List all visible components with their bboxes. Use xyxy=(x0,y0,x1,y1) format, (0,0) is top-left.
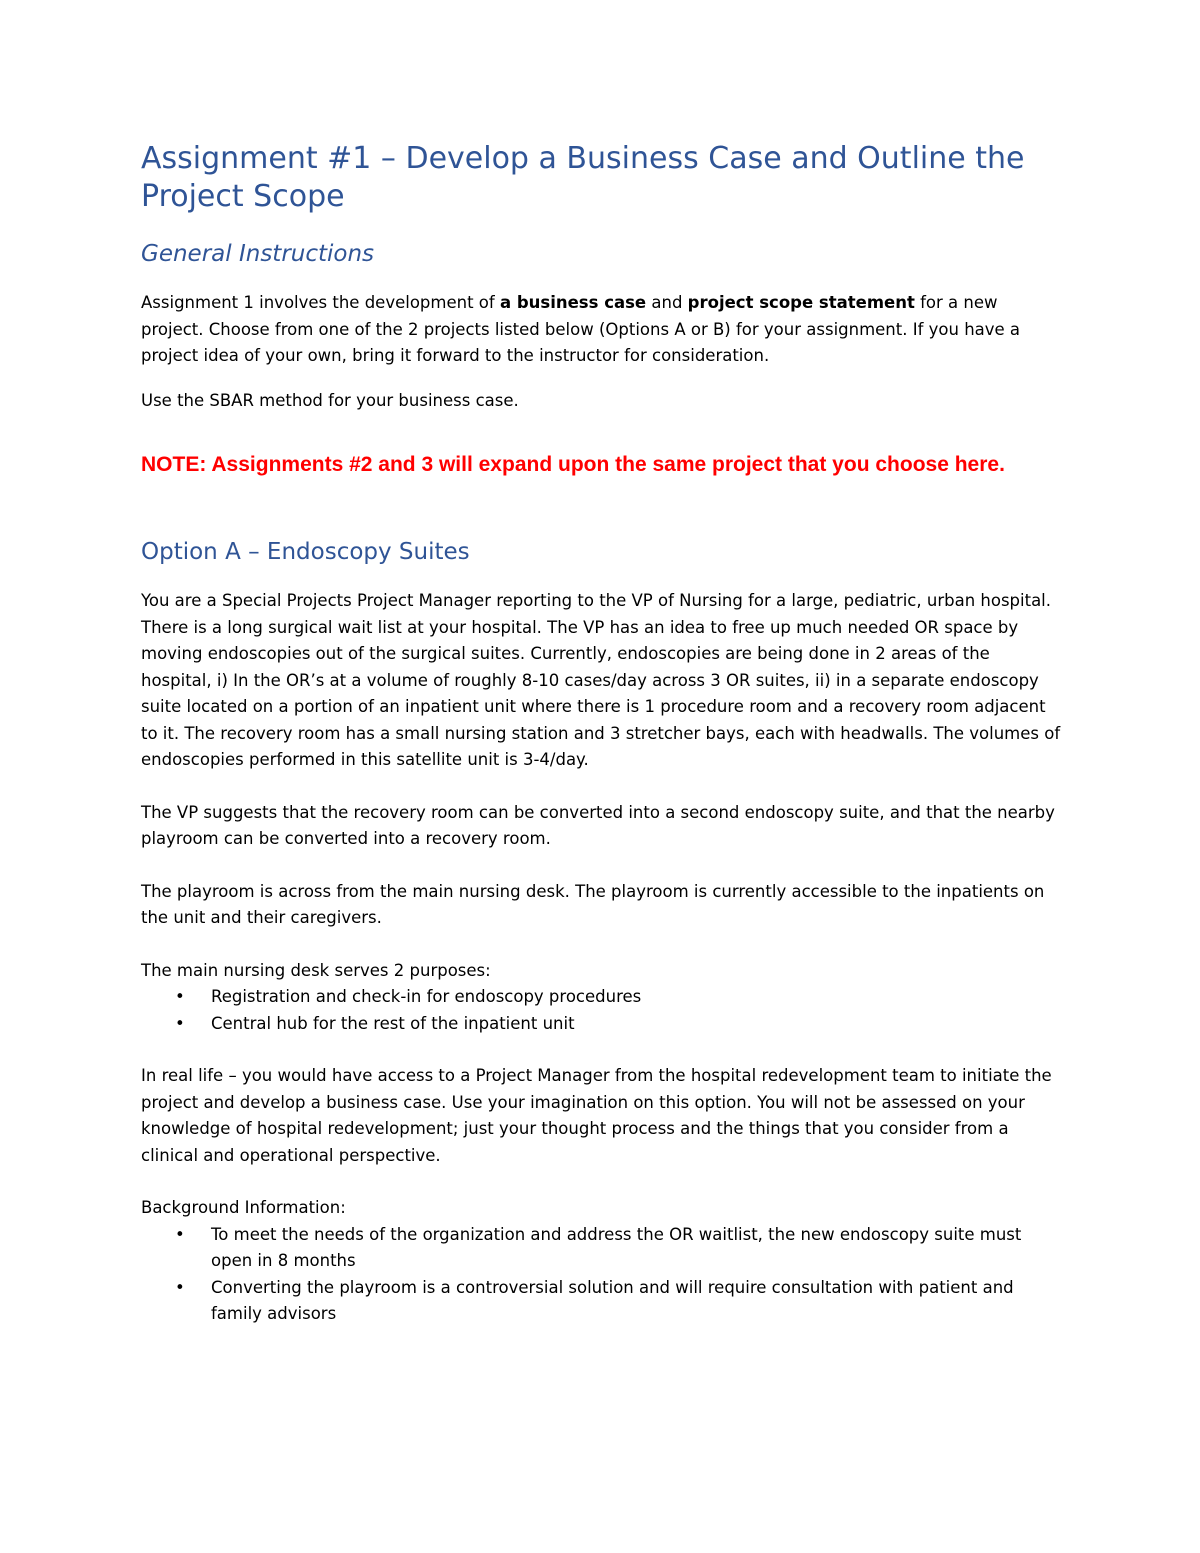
option-a-paragraph-1: You are a Special Projects Project Manager reporting to the VP of Nursing for a large, pediatric, urban hospital. There is a long surgical wait list at your hospital. The VP has an idea to free up much needed OR space by moving endoscopies out of the surgical suites. Currently, endoscopies are being done in 2 areas of the hospital, i) In the OR’s at a volume of roughly 8-10 cases/day across 3 OR suites, ii) in a separate endoscopy suite located on a portion of an inpatient unit where there is 1 procedure room and a recovery room adjacent to it. The recovery room has a small nursing station and 3 stretcher bays, each with headwalls. The volumes of endoscopies performed in this satellite unit is 3-4/day. xyxy=(141,591,1061,769)
option-a-heading: Option A – Endoscopy Suites xyxy=(141,539,470,565)
list-item: • Central hub for the rest of the inpatient unit xyxy=(141,1011,1061,1038)
option-a-paragraph-5: In real life – you would have access to a Project Manager from the hospital redevelopment team to initiate the project and develop a business case. Use your imagination on this option. You will not be assessed on your knowledge of hospital redevelopment; just your thought process and the things that you consider from a clinical and operational perspective. xyxy=(141,1066,1052,1165)
note-callout: NOTE: Assignments #2 and 3 will expand upon the same project that you choose here. xyxy=(141,453,1005,476)
option-a-paragraph-3: The playroom is across from the main nursing desk. The playroom is currently accessible to the inpatients on the unit and their caregivers. xyxy=(141,881,1045,927)
list-item: • Converting the playroom is a controversial solution and will require consultation with patient and family advisors xyxy=(141,1275,1061,1328)
intro-text-3: for a new project. Choose from one of the 2 projects listed below (Options A or B) for your assignment. If you have a project idea of your own, bring it forward to the instructor for consideration. xyxy=(141,293,1021,365)
bullet-icon: • xyxy=(175,1277,185,1297)
nursing-desk-list xyxy=(141,984,1061,1037)
list-item: • To meet the needs of the organization and address the OR waitlist, the new endoscopy suite must open in 8 months xyxy=(141,1222,1061,1275)
document-title: Assignment #1 – Develop a Business Case and Outline the Project Scope xyxy=(141,141,1025,214)
intro-bold-business-case: a business case xyxy=(499,293,647,312)
background-info-label: Background Information: xyxy=(141,1198,346,1217)
intro-text-1: Assignment 1 involves the development of xyxy=(141,293,500,312)
intro-bold-scope-statement: project scope statement xyxy=(687,293,915,312)
bullet-icon: • xyxy=(175,1013,185,1033)
bullet-icon: • xyxy=(175,1224,185,1244)
general-instructions-heading: General Instructions xyxy=(141,241,375,267)
list-item: • Registration and check-in for endoscopy procedures xyxy=(141,984,1061,1011)
intro-text-2: and xyxy=(646,293,688,312)
nursing-desk-intro: The main nursing desk serves 2 purposes: xyxy=(141,960,491,980)
bullet-icon: • xyxy=(175,987,185,1006)
document-page xyxy=(141,140,1061,1328)
sbar-paragraph: Use the SBAR method for your business case. xyxy=(141,390,519,410)
intro-paragraph xyxy=(141,290,1061,370)
background-info-list xyxy=(141,1222,1061,1328)
option-a-paragraph-2: The VP suggests that the recovery room can be converted into a second endoscopy suite, and that the nearby playroom can be converted into a recovery room. xyxy=(141,802,1055,848)
